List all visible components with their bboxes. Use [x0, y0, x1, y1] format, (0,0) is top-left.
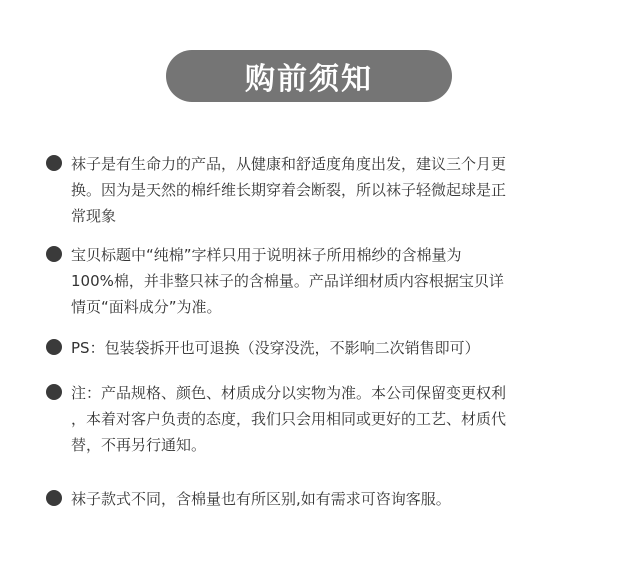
- notice-text: 宝贝标题中“纯棉”字样只用于说明袜子所用棉纱的含棉量为 100%棉，并非整只袜子的含棉量。产品详细材质内容根据宝贝详 情页“面料成分”为准。: [71, 246, 504, 316]
- page-title: 购前须知: [245, 62, 373, 97]
- notice-text: PS：包装袋拆开也可退换（没穿没洗，不影响二次销售即可）: [71, 339, 480, 357]
- notice-text: 注：产品规格、颜色、材质成分以实物为准。本公司保留变更权利 ，本着对客户负责的态度，我们只会用相同或更好的工艺、材质代 替，不再另行通知。: [71, 384, 507, 454]
- bullet-dot-icon: [46, 339, 62, 355]
- bullet-dot-icon: [46, 490, 62, 506]
- bullet-dot-icon: [46, 384, 62, 400]
- notice-text: 袜子是有生命力的产品，从健康和舒适度角度出发，建议三个月更 换。因为是天然的棉纤维长期穿着会断裂，所以袜子轻微起球是正 常现象: [71, 155, 507, 225]
- notice-text: 袜子款式不同，含棉量也有所区别,如有需求可咨询客服。: [71, 490, 451, 508]
- bullet-dot-icon: [46, 155, 62, 171]
- bullet-dot-icon: [46, 246, 62, 262]
- title-banner: [166, 50, 452, 102]
